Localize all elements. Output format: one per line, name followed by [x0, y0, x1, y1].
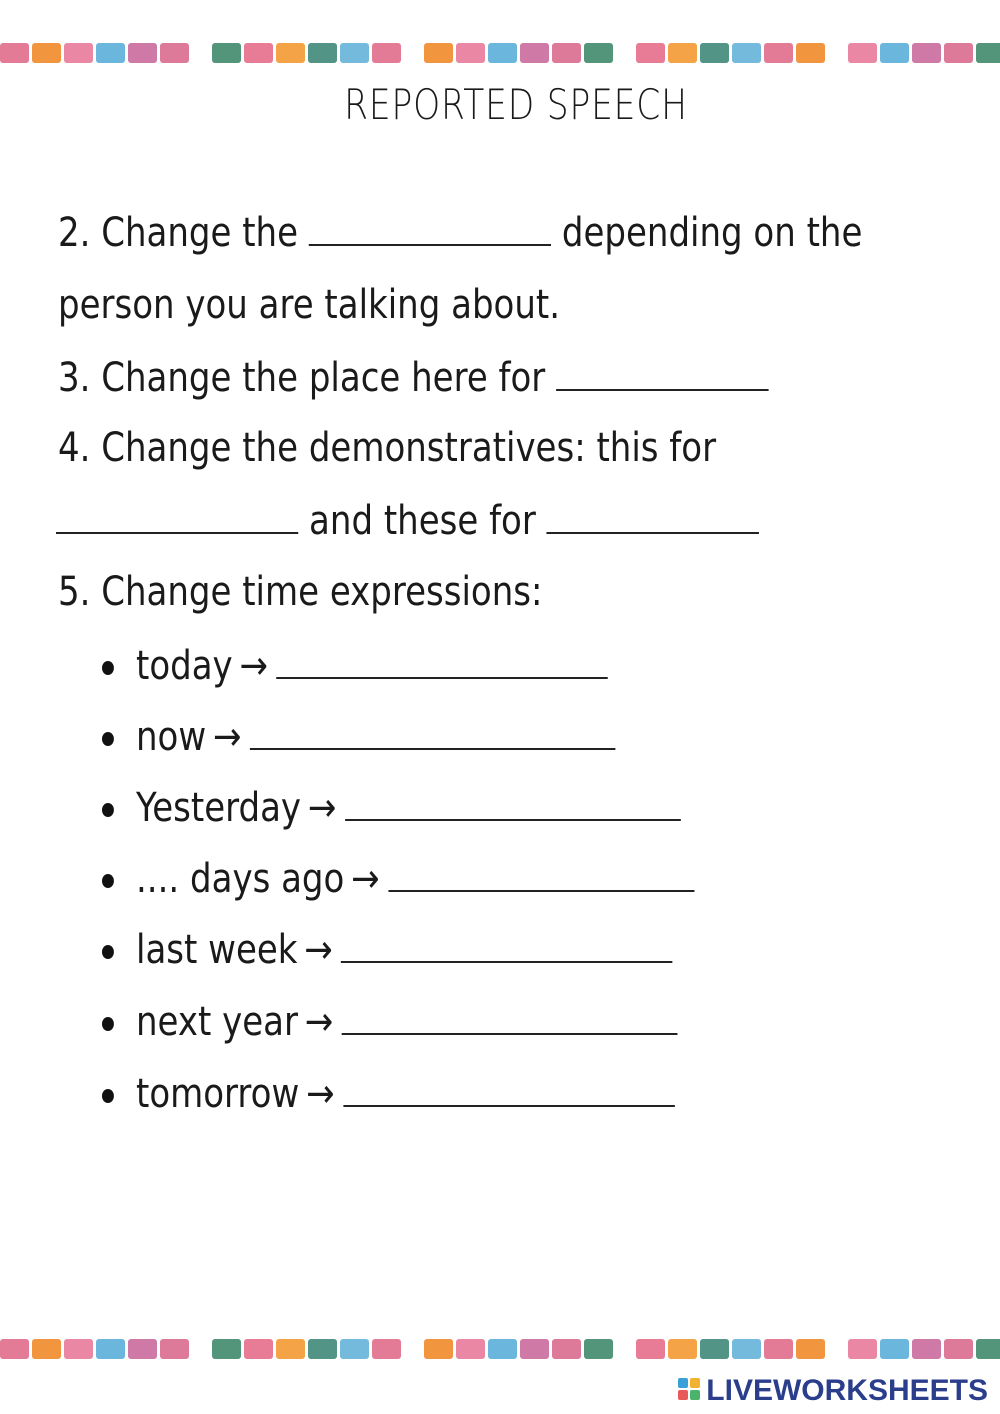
color-swatch — [32, 43, 61, 63]
color-swatch — [912, 43, 941, 63]
color-swatch — [636, 1339, 665, 1359]
time-expression-item — [102, 785, 681, 831]
color-swatch — [64, 43, 93, 63]
top-decorative-border — [0, 40, 1000, 66]
color-swatch — [372, 43, 401, 63]
color-swatch — [976, 1339, 1000, 1359]
arrow-icon: → — [212, 714, 242, 760]
time-expression-item — [102, 714, 615, 760]
arrow-icon: → — [306, 1071, 335, 1117]
color-swatch — [212, 1339, 241, 1359]
answer-blank-place[interactable] — [556, 357, 769, 391]
answer-blank-time[interactable] — [388, 858, 694, 892]
question-3 — [58, 355, 769, 401]
page-title: REPORTED SPEECH — [344, 80, 688, 129]
color-swatch — [552, 43, 581, 63]
question-4-line-2 — [56, 498, 759, 544]
color-swatch — [128, 1339, 157, 1359]
answer-blank-time[interactable] — [341, 929, 673, 963]
logo-square — [678, 1390, 688, 1400]
bullet-icon — [102, 732, 114, 746]
time-expression-label: today — [136, 643, 233, 689]
color-swatch — [976, 43, 1000, 63]
color-swatch — [880, 1339, 909, 1359]
answer-blank-time[interactable] — [276, 645, 608, 679]
answer-blank-time[interactable] — [250, 716, 616, 750]
arrow-icon: → — [307, 785, 337, 831]
color-swatch — [700, 43, 729, 63]
liveworksheets-icon — [678, 1378, 702, 1404]
color-swatch — [796, 43, 825, 63]
answer-blank-pronouns[interactable] — [309, 212, 551, 246]
color-swatch — [96, 43, 125, 63]
question-2-prefix: 2. Change the — [58, 210, 299, 256]
color-swatch — [764, 43, 793, 63]
color-swatch — [584, 43, 613, 63]
color-swatch — [488, 1339, 517, 1359]
color-swatch — [488, 43, 517, 63]
color-swatch — [96, 1339, 125, 1359]
color-swatch — [0, 43, 29, 63]
time-expression-item — [102, 927, 673, 973]
color-swatch — [520, 1339, 549, 1359]
time-expression-label: .... days ago — [136, 856, 345, 902]
question-3-text: 3. Change the place here for — [58, 355, 546, 401]
answer-blank-time[interactable] — [345, 787, 681, 821]
time-expression-label: Yesterday — [136, 785, 302, 831]
arrow-icon: → — [304, 927, 333, 973]
color-swatch — [244, 43, 273, 63]
color-swatch — [0, 1339, 29, 1359]
color-swatch — [700, 1339, 729, 1359]
logo-square — [690, 1390, 700, 1400]
color-swatch — [32, 1339, 61, 1359]
color-swatch — [732, 43, 761, 63]
color-swatch — [244, 1339, 273, 1359]
answer-blank-this[interactable] — [56, 500, 298, 534]
time-expression-label: next year — [136, 999, 298, 1045]
liveworksheets-logo[interactable] — [678, 1374, 988, 1408]
answer-blank-time[interactable] — [342, 1001, 678, 1035]
arrow-icon: → — [304, 999, 334, 1045]
color-swatch — [160, 43, 189, 63]
color-swatch — [160, 1339, 189, 1359]
time-expression-item — [102, 643, 608, 689]
color-swatch — [308, 43, 337, 63]
color-swatch — [880, 43, 909, 63]
color-swatch — [456, 1339, 485, 1359]
color-swatch — [912, 1339, 941, 1359]
time-expression-item — [102, 1071, 675, 1117]
time-expression-item — [102, 856, 694, 902]
answer-blank-these[interactable] — [547, 500, 760, 534]
color-swatch — [212, 43, 241, 63]
color-swatch — [636, 43, 665, 63]
bullet-icon — [102, 1017, 114, 1031]
color-swatch — [848, 43, 877, 63]
color-swatch — [668, 43, 697, 63]
color-swatch — [424, 1339, 453, 1359]
question-2-line-2: person you are talking about. — [58, 282, 561, 328]
time-expression-label: tomorrow — [136, 1071, 300, 1117]
color-swatch — [848, 1339, 877, 1359]
color-swatch — [552, 1339, 581, 1359]
color-swatch — [340, 1339, 369, 1359]
time-expression-label: now — [136, 714, 207, 760]
color-swatch — [520, 43, 549, 63]
time-expression-label: last week — [136, 927, 298, 973]
color-swatch — [424, 43, 453, 63]
color-swatch — [944, 1339, 973, 1359]
arrow-icon: → — [351, 856, 380, 902]
bullet-icon — [102, 1089, 114, 1103]
color-swatch — [308, 1339, 337, 1359]
color-swatch — [456, 43, 485, 63]
color-swatch — [64, 1339, 93, 1359]
color-swatch — [276, 43, 305, 63]
question-4-line-1: 4. Change the demonstratives: this for — [58, 425, 717, 471]
arrow-icon: → — [239, 643, 268, 689]
question-5: 5. Change time expressions: — [58, 569, 543, 615]
logo-text: LIVEWORKSHEETS — [706, 1374, 988, 1407]
color-swatch — [128, 43, 157, 63]
color-swatch — [340, 43, 369, 63]
bullet-icon — [102, 945, 114, 959]
bullet-icon — [102, 661, 114, 675]
logo-square — [678, 1378, 688, 1388]
color-swatch — [732, 1339, 761, 1359]
time-expression-item — [102, 999, 678, 1045]
color-swatch — [764, 1339, 793, 1359]
question-2-line-1 — [58, 210, 863, 256]
logo-square — [690, 1378, 700, 1388]
bottom-decorative-border — [0, 1336, 1000, 1362]
question-2-suffix: depending on the — [561, 210, 863, 256]
color-swatch — [372, 1339, 401, 1359]
question-4-middle: and these for — [309, 498, 536, 544]
answer-blank-time[interactable] — [343, 1073, 675, 1107]
bullet-icon — [102, 803, 114, 817]
color-swatch — [276, 1339, 305, 1359]
color-swatch — [668, 1339, 697, 1359]
color-swatch — [944, 43, 973, 63]
bullet-icon — [102, 874, 114, 888]
color-swatch — [584, 1339, 613, 1359]
color-swatch — [796, 1339, 825, 1359]
